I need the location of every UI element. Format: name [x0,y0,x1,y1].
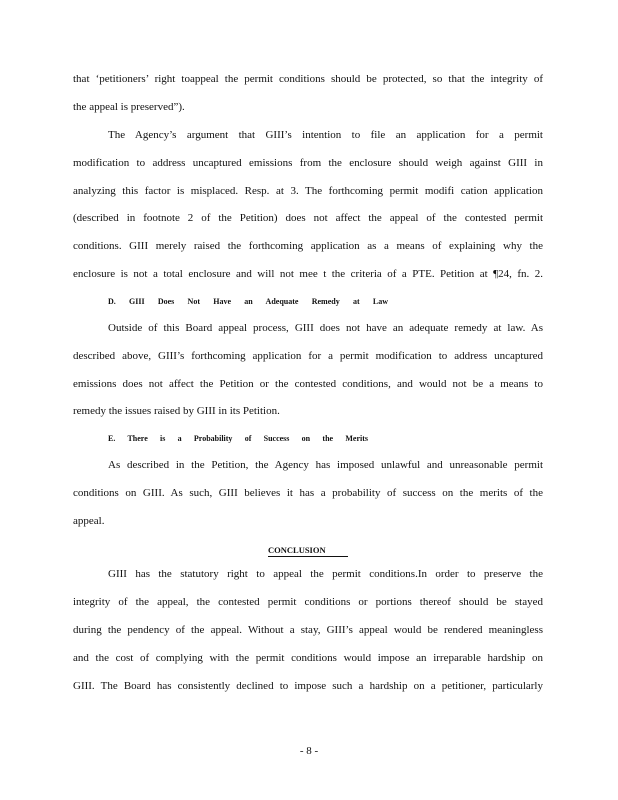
section-heading-e: E. There is a Probability of Success on the Merits [108,434,368,443]
body-text-line: Outside of this Board appeal process, GIII does not have an adequate remedy at law. As [108,322,543,334]
body-text-line: analyzing this factor is misplaced. Resp. at 3. The forthcoming permit modifi cation application [73,185,543,197]
body-text-line: and the cost of complying with the permit conditions would impose an irreparable hardship on [73,652,543,664]
body-text-line: GIII. The Board has consistently declined to impose such a hardship on a petitioner, particularly [73,680,543,692]
page-number: - 8 - [299,745,319,757]
body-text-line: emissions does not affect the Petition or the contested conditions, and would not be a means to [73,378,543,390]
body-text-line: conditions. GIII merely raised the forthcoming application as a means of explaining why the [73,240,543,252]
body-text-line: integrity of the appeal, the contested permit conditions or portions thereof should be stayed [73,596,543,608]
body-text-line: modification to address uncaptured emissions from the enclosure should weigh against GIII in [73,157,543,169]
section-heading-d: D. GIII Does Not Have an Adequate Remedy at Law [108,297,388,306]
body-text-line: during the pendency of the appeal. Without a stay, GIII’s appeal would be rendered meaningless [73,624,543,636]
body-text-line: (described in footnote 2 of the Petition) does not affect the appeal of the contested permit [73,212,543,224]
conclusion-heading: CONCLUSION [268,545,348,557]
body-text-line: GIII has the statutory right to appeal the permit conditions.In order to preserve the [108,568,543,580]
body-text-line: appeal. [73,515,105,527]
body-text-line: enclosure is not a total enclosure and will not mee t the criteria of a PTE. Petition at ¶24, fn. 2. [73,268,543,280]
body-text-line: As described in the Petition, the Agency has imposed unlawful and unreasonable permit [108,459,543,471]
body-text-line: conditions on GIII. As such, GIII believes it has a probability of success on the merits of the [73,487,543,499]
body-text-line: the appeal is preserved”). [73,101,185,113]
body-text-line: The Agency’s argument that GIII’s intention to file an application for a permit [108,129,543,141]
body-text-line: remedy the issues raised by GIII in its Petition. [73,405,280,417]
body-text-line: described above, GIII’s forthcoming application for a permit modification to address uncaptured [73,350,543,362]
body-text-line: that ‘petitioners’ right toappeal the permit conditions should be protected, so that the integrity of [73,73,543,85]
